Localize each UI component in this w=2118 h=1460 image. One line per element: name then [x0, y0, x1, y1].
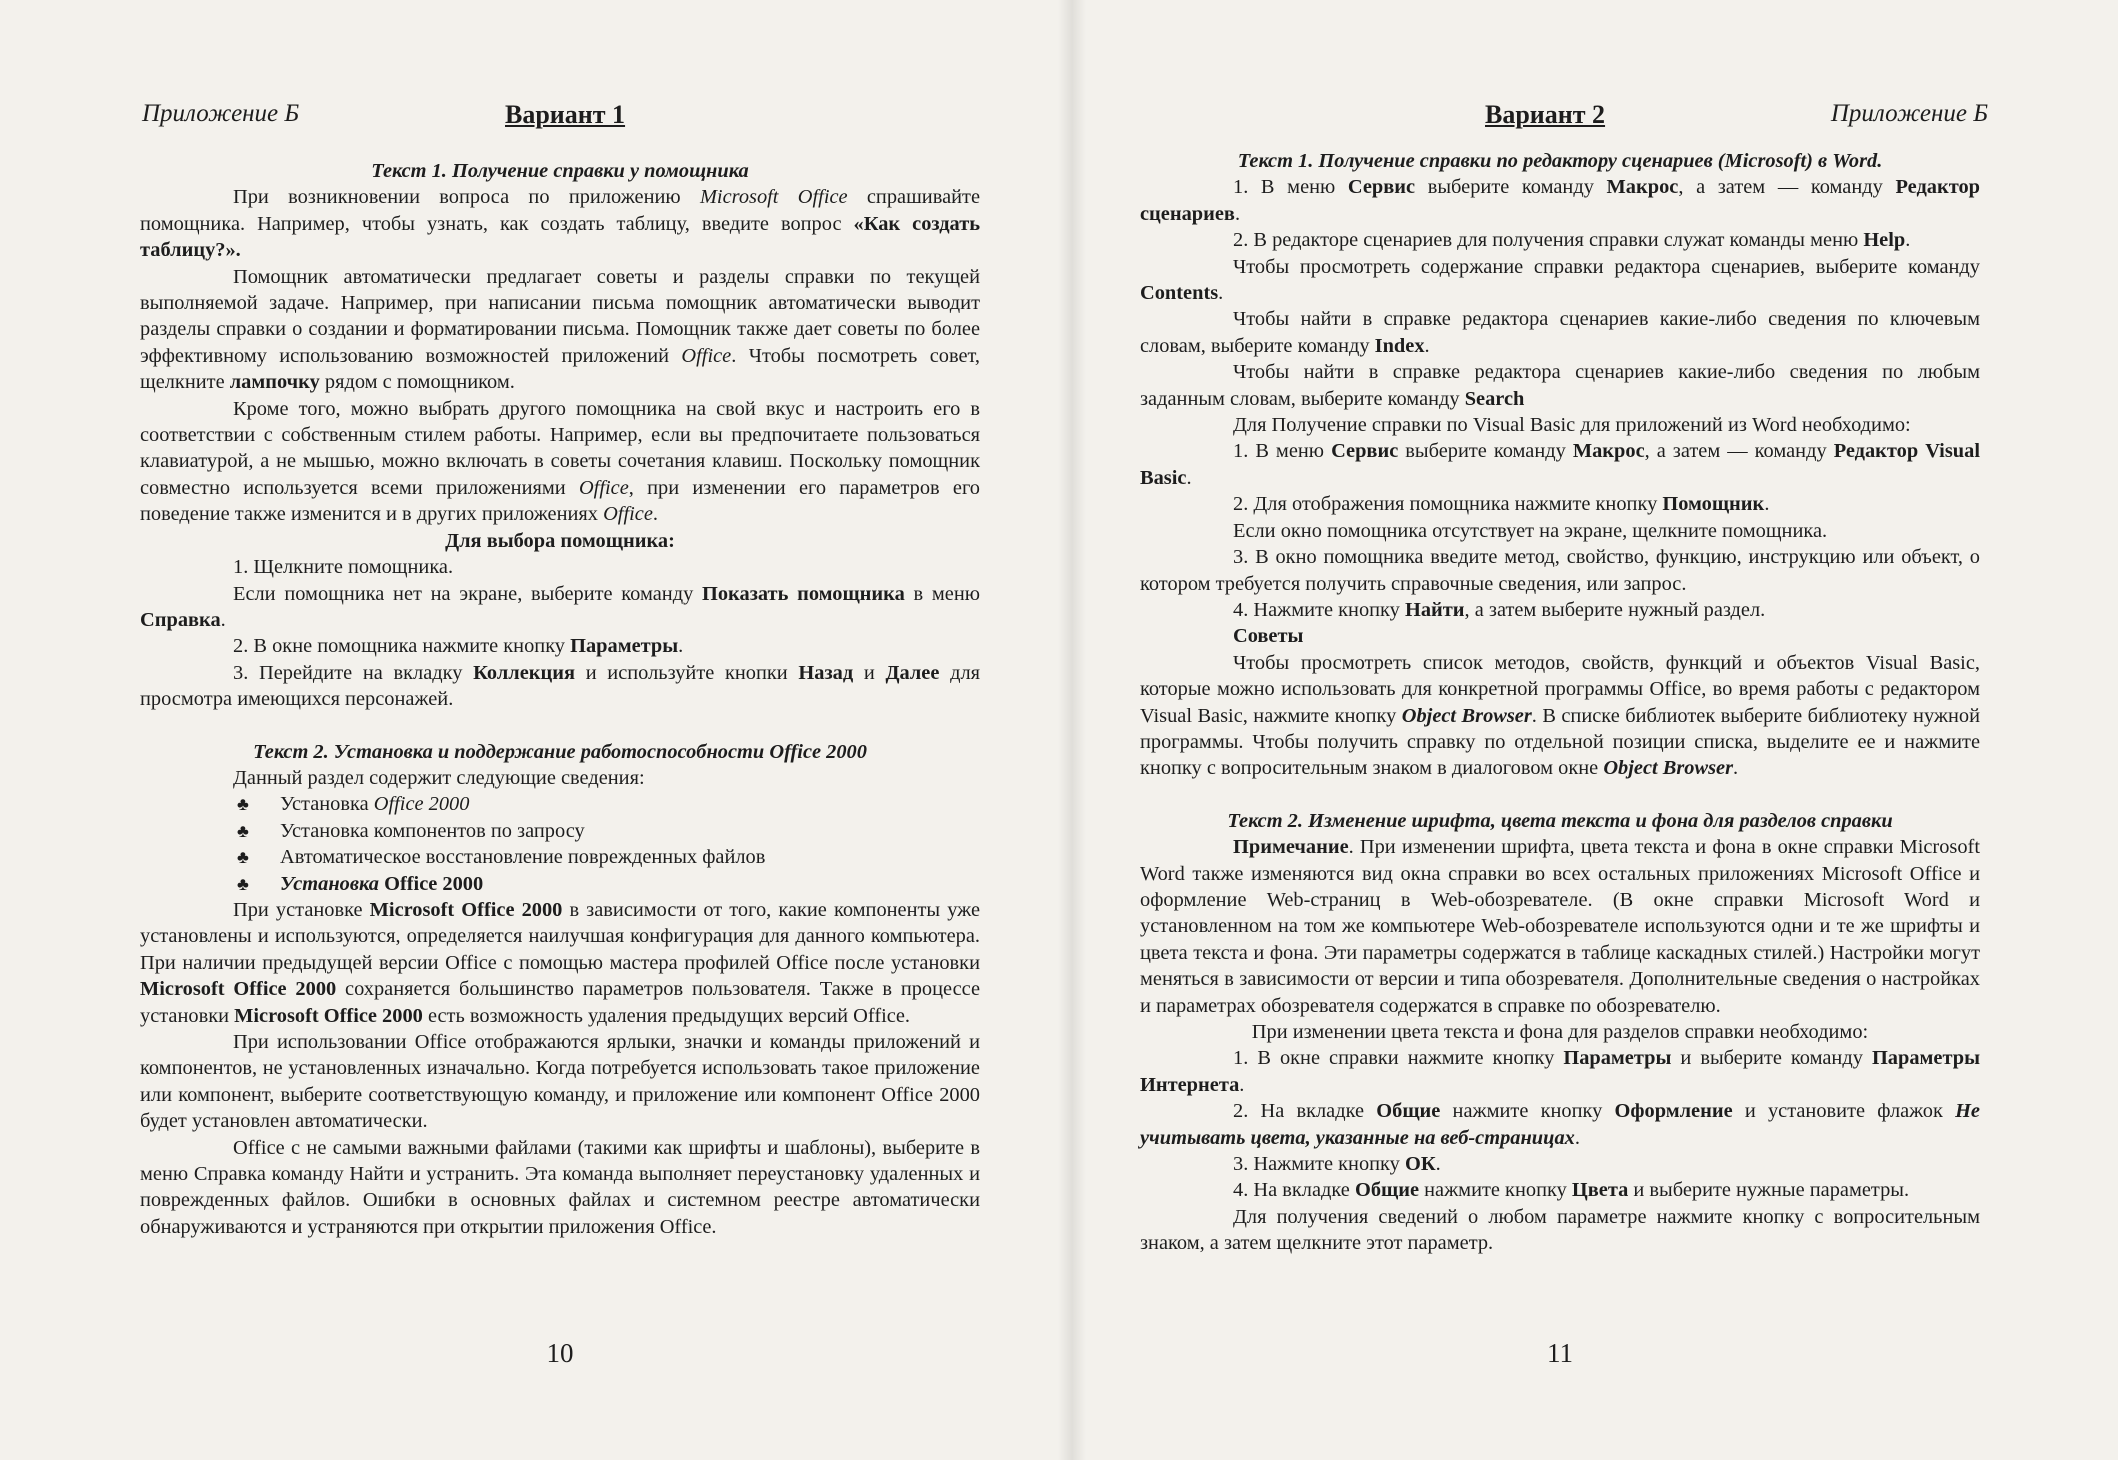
club-bullet-icon: ♣	[237, 847, 249, 868]
paragraph: Помощник автоматически предлагает советы и разделы справки по текущей выполняемой задаче. Например, при написании письма помощник автоматически выводит разделы справки о создании и форматировании письма. Помощник также дает советы по более эффективному использованию возможностей приложений Office. Чтобы посмотреть совет, щелкните лампочку рядом с помощником.	[140, 265, 980, 394]
paragraph: Для Получение справки по Visual Basic для приложений из Word необходимо:	[1233, 414, 1911, 437]
step: 1. В окне справки нажмите кнопку Параметры и выберите команду Параметры Интернета.	[1140, 1047, 1980, 1096]
paragraph: Кроме того, можно выбрать другого помощника на свой вкус и настроить его в соответствии с собственным стилем работы. Например, если вы предпочитаете пользоваться клавиатурой, а не мышью, можно включать в советы сочетания клавиш. Поскольку помощник совместно используется всеми приложениями Office, при изменении его параметров его поведение также изменится и в других приложениях Office.	[140, 397, 980, 526]
step: 3. Перейдите на вкладку Коллекция и используйте кнопки Назад и Далее для просмотра имеющихся персонажей.	[140, 661, 981, 711]
section-title: Текст 1. Получение справки у помощника	[371, 160, 749, 182]
paragraph: Чтобы найти в справке редактора сценариев какие-либо сведения по любым заданным словам, выберите команду Search	[1140, 361, 1980, 410]
section-title: Текст 2. Установка и поддержание работоспособности Office 2000	[253, 740, 867, 763]
right-page	[1140, 0, 1988, 1460]
right-page-body	[1140, 148, 1980, 1257]
step: 4. Нажмите кнопку Найти, а затем выберите нужный раздел.	[1233, 598, 1766, 621]
club-bullet-icon: ♣	[237, 820, 249, 841]
paragraph: Данный раздел содержит следующие сведения:	[233, 766, 645, 789]
paragraph: Примечание. При изменении шрифта, цвета текста и фона в окне справки Microsoft Word также изменяются вид окна справки во всех остальных приложениях Microsoft Office и оформление Web-страниц в Web-обозревателе. (В окне справки Microsoft Word и установленном на том же компьютере Web-обозревателе используются одни и те же шрифты и цвета текста и фона. Эти параметры содержатся в таблице каскадных стилей.) Настройки могут меняться в зависимости от версии и типа обозревателя. Дополнительные сведения о настройках и параметрах обозревателя содержатся в справке по обозревателю.	[1140, 836, 1980, 1017]
step: 2. На вкладке Общие нажмите кнопку Оформление и установите флажок Не учитывать цвета, указанные на веб-страницах.	[1140, 1100, 1980, 1149]
step: 1. В меню Сервис выберите команду Макрос, а затем — команду Редактор сценариев.	[1140, 176, 1980, 225]
step: 4. На вкладке Общие нажмите кнопку Цвета и выберите нужные параметры.	[1233, 1179, 1910, 1202]
left-page-header	[140, 100, 980, 140]
step: 3. В окно помощника введите метод, свойство, функцию, инструкцию или объект, о котором требуется получить справочные сведения, или запрос.	[1140, 546, 1980, 595]
page-number: 10	[546, 1338, 574, 1368]
paragraph: При установке Microsoft Office 2000 в зависимости от того, какие компоненты уже установлены и используются, определяется наилучшая конфигурация для данного компьютера. При наличии предыдущей версии Office с помощью мастера профилей Office после установки Microsoft Office 2000 сохраняется большинство параметров пользователя. Также в процессе установки Microsoft Office 2000 есть возможность удаления предыдущих версий Office.	[140, 898, 981, 1027]
paragraph: Чтобы найти в справке редактора сценариев какие-либо сведения по ключевым словам, выберите команду Index.	[1140, 308, 1980, 357]
variant-title: Вариант 1	[505, 100, 626, 129]
paragraph: Чтобы просмотреть список методов, свойств, функций и объектов Visual Basic, которые можно использовать для конкретной программы Office, во время работы с редактором Visual Basic, нажмите кнопку Object Browser. В списке библиотек выберите библиотеку нужной программы. Чтобы получить справку по отдельной позиции списка, выделите ее и нажмите кнопку с вопросительным знаком в диалоговом окне Object Browser.	[1140, 651, 1980, 780]
bullet-list	[140, 791, 980, 897]
paragraph: Чтобы просмотреть содержание справки редактора сценариев, выберите команду Contents.	[1140, 255, 1980, 305]
running-head: Приложение Б	[142, 100, 300, 127]
club-bullet-icon: ♣	[237, 794, 249, 815]
step: 2. Для отображения помощника нажмите кнопку Помощник.	[1233, 493, 1770, 516]
section-title: Текст 2. Изменение шрифта, цвета текста и фона для разделов справки	[1227, 809, 1893, 832]
step: 3. Нажмите кнопку ОК.	[1233, 1153, 1441, 1176]
section-title: Текст 1. Получение справки по редактору сценариев (Microsoft) в Word.	[1237, 150, 1883, 172]
tips-heading: Советы	[1233, 625, 1304, 648]
subheading: Для выбора помощника:	[445, 529, 675, 552]
paragraph: Если помощника нет на экране, выберите команду Показать помощника в меню Справка.	[140, 582, 980, 631]
paragraph: Office с не самыми важными файлами (такими как шрифты и шаблоны), выберите в меню Справка команду Найти и устранить. Эта команда выполняет переустановку удаленных и поврежденных файлов. Ошибки в основных файлах и системном реестре автоматически обнаруживаются и устраняются при открытии приложения Office.	[140, 1136, 980, 1238]
right-page-header	[1140, 100, 1988, 140]
club-bullet-icon: ♣	[237, 873, 249, 894]
paragraph: При изменении цвета текста и фона для разделов справки необходимо:	[1251, 1021, 1869, 1043]
paragraph: При использовании Office отображаются ярлыки, значки и команды приложений и компонентов, не установленных изначально. Когда потребуется использовать такое приложение или компонент, выберите соответствующую команду, и приложение или компонент Office 2000 будет установлен автоматически.	[140, 1031, 980, 1133]
paragraph: Для получения сведений о любом параметре нажмите кнопку с вопросительным знаком, а затем щелкните этот параметр.	[1140, 1205, 1980, 1255]
step: 2. В редакторе сценариев для получения справки служат команды меню Help.	[1233, 229, 1911, 252]
running-head: Приложение Б	[1830, 100, 1988, 127]
paragraph: Если окно помощника отсутствует на экране, щелкните помощника.	[1233, 519, 1828, 542]
left-page-body	[140, 158, 980, 1240]
list-item: ♣ Установка компонентов по запросу	[280, 818, 980, 844]
list-item: ♣ Установка Office 2000	[280, 791, 980, 817]
book-gutter	[1058, 0, 1086, 1460]
page-number: 11	[1547, 1338, 1573, 1368]
step: 1. Щелкните помощника.	[233, 556, 454, 579]
list-item: ♣ Установка Office 2000	[280, 871, 980, 897]
left-page	[140, 0, 980, 1460]
step: 2. В окне помощника нажмите кнопку Параметры.	[233, 635, 684, 658]
list-item: ♣ Автоматическое восстановление поврежденных файлов	[280, 844, 980, 870]
paragraph: При возникновении вопроса по приложению Microsoft Office спрашивайте помощника. Например, чтобы узнать, как создать таблицу, введите вопрос «Как создать таблицу?».	[140, 186, 980, 262]
step: 1. В меню Сервис выберите команду Макрос, а затем — команду Редактор Visual Basic.	[1140, 440, 1980, 489]
variant-title: Вариант 2	[1485, 100, 1606, 129]
